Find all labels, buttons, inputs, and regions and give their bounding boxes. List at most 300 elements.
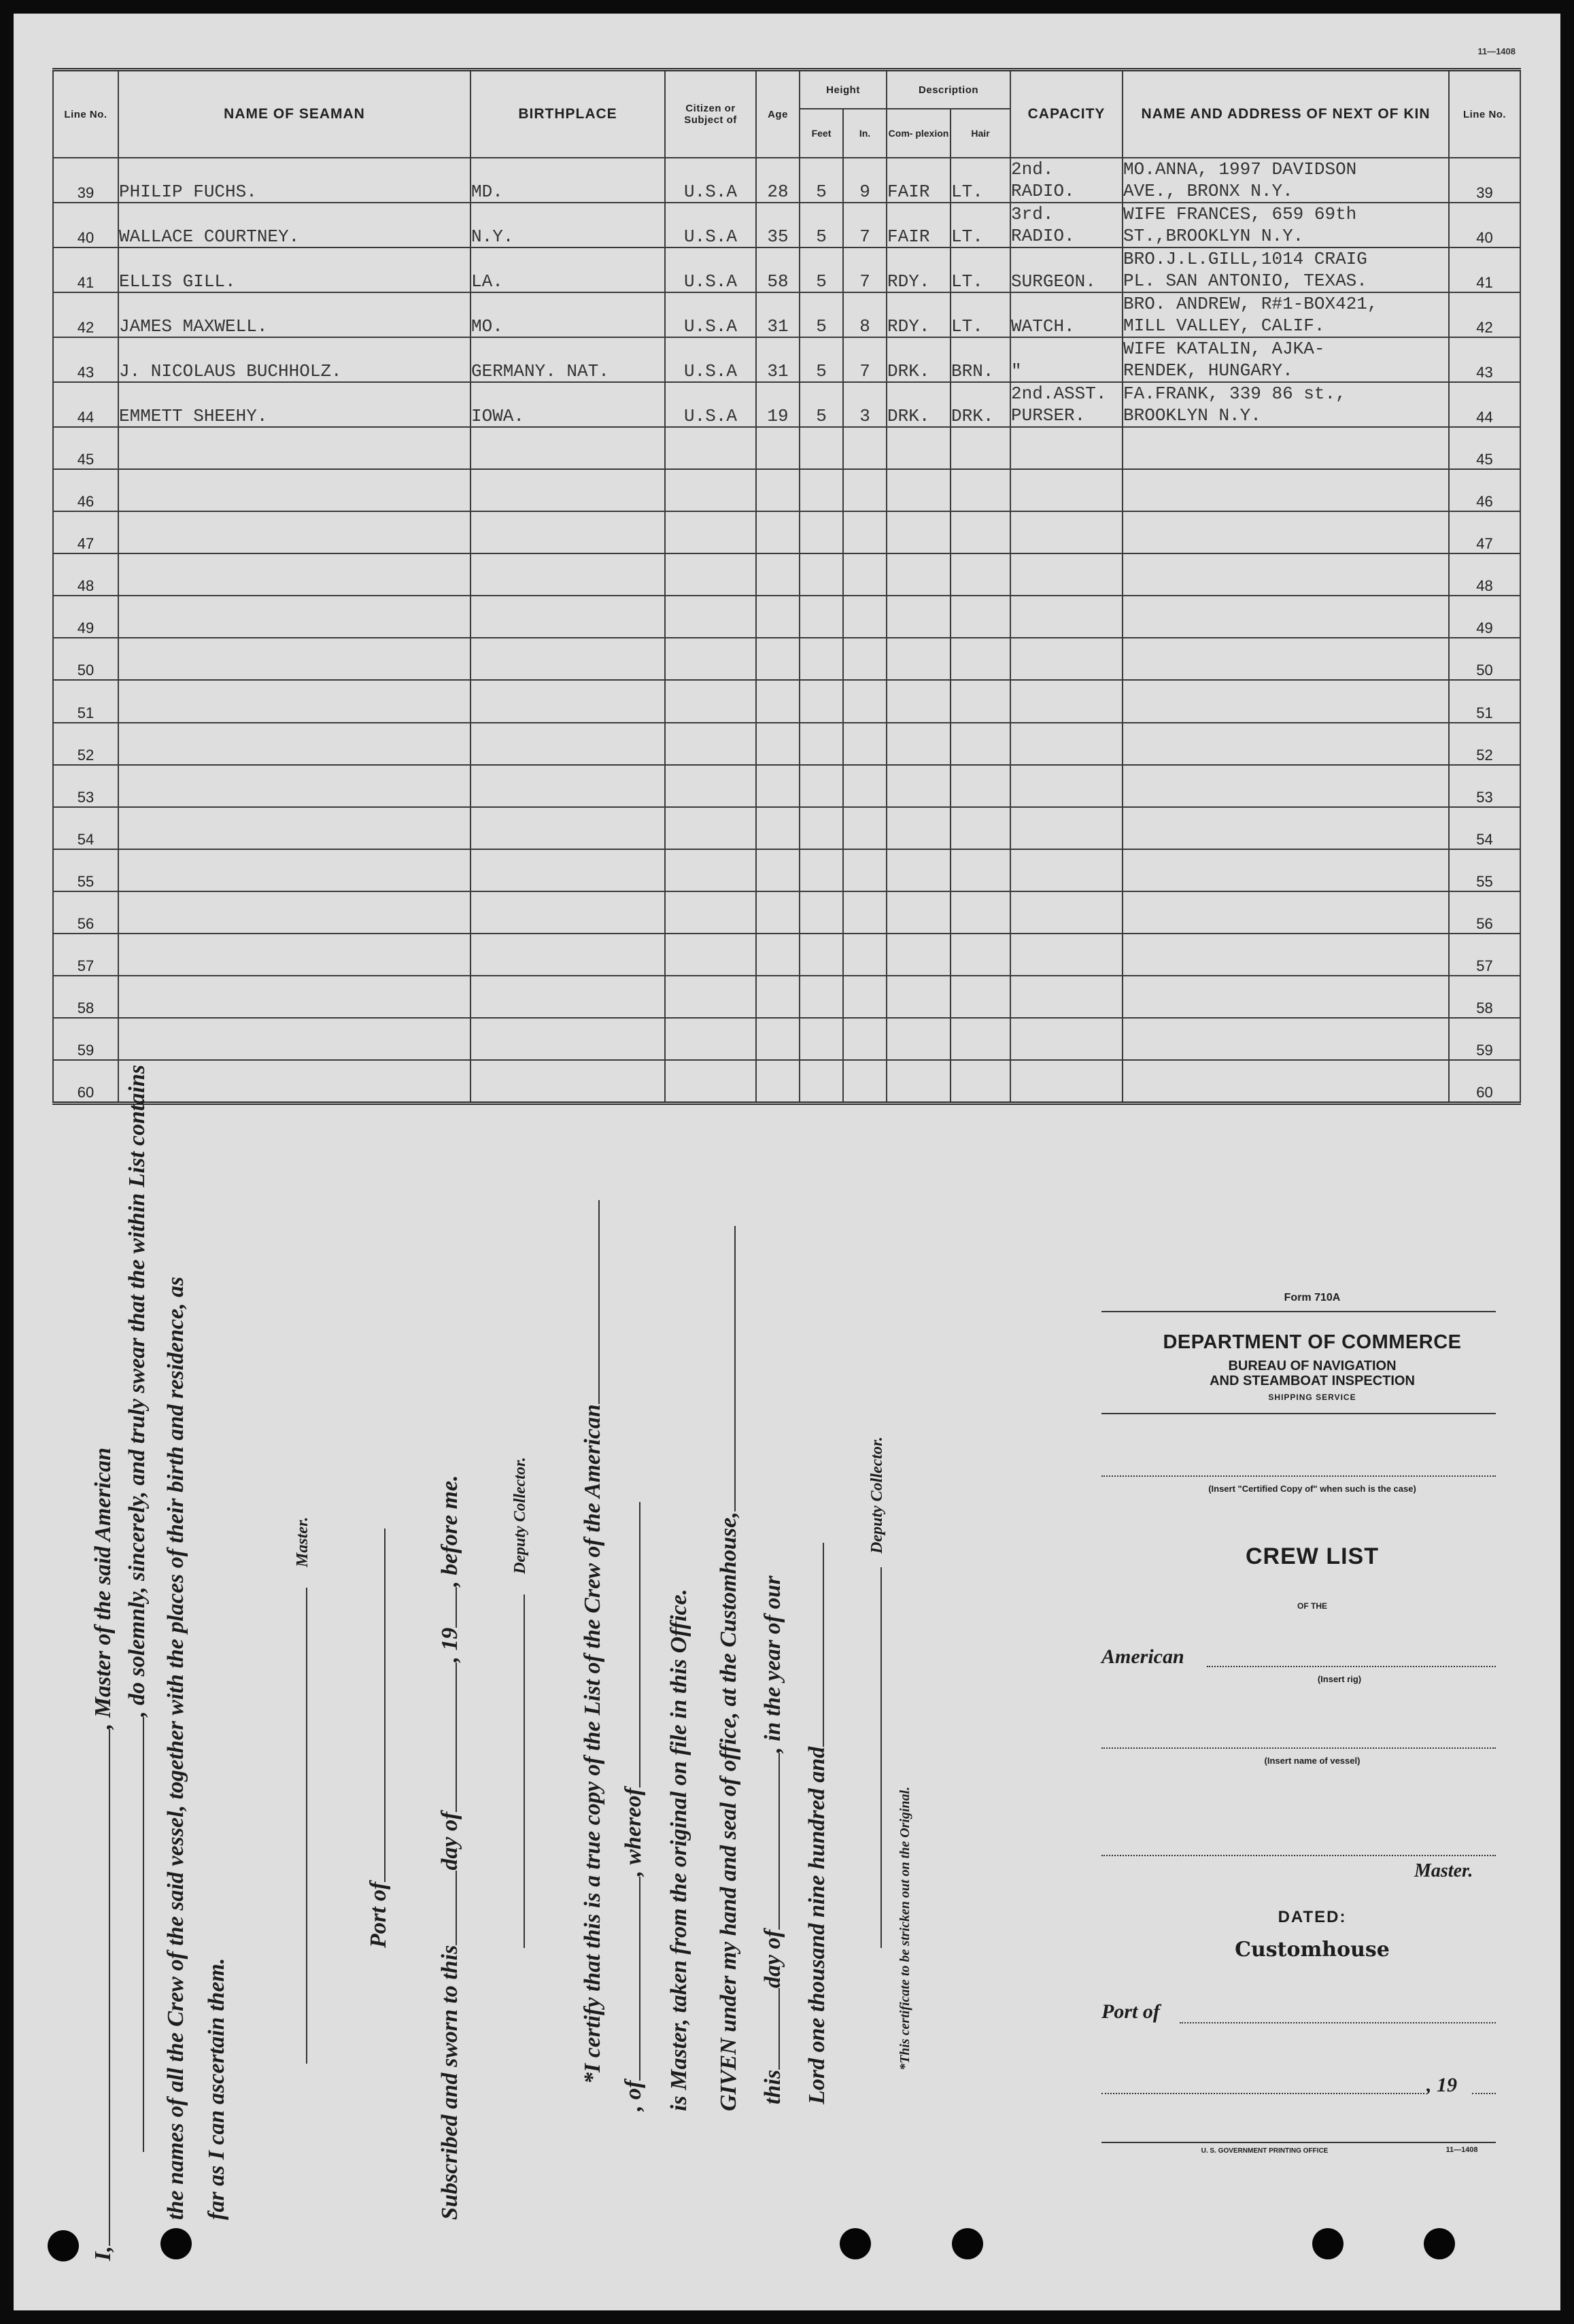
certify-text: *I certify that this is a true copy of the List of the Crew of the American xyxy=(580,1404,605,2084)
row-next-of-kin: WIFE KATALIN, AJKA- RENDEK, HUNGARY. xyxy=(1123,337,1449,382)
dated-label: DATED: xyxy=(1278,1908,1347,1926)
empty-cell[interactable] xyxy=(800,934,843,976)
row-inches: 7 xyxy=(843,203,887,247)
empty-cell[interactable] xyxy=(800,511,843,553)
empty-cell[interactable] xyxy=(665,511,756,553)
row-capacity: 3rd. RADIO. xyxy=(1010,203,1123,247)
empty-cell[interactable] xyxy=(756,511,800,553)
empty-cell[interactable] xyxy=(118,427,471,469)
insert-certified-caption: (Insert "Certified Copy of" when such is the case) xyxy=(1208,1484,1416,1494)
deputy-collector-line-1 xyxy=(503,1457,531,1948)
empty-cell[interactable] xyxy=(756,638,800,680)
empty-cell[interactable] xyxy=(1010,469,1123,511)
row-line-no: 49 xyxy=(53,596,118,638)
empty-cell[interactable] xyxy=(471,765,665,807)
empty-cell[interactable] xyxy=(118,596,471,638)
empty-cell[interactable] xyxy=(843,553,887,596)
empty-cell[interactable] xyxy=(843,849,887,891)
empty-cell[interactable] xyxy=(118,1018,471,1060)
insert-rig-caption: (Insert rig) xyxy=(1317,1674,1362,1684)
blank-port[interactable] xyxy=(364,1528,386,1882)
empty-cell[interactable] xyxy=(951,638,1010,680)
oath-line-2 xyxy=(122,1065,150,2152)
row-line-no-right: 56 xyxy=(1449,891,1520,934)
empty-cell[interactable] xyxy=(665,765,756,807)
empty-cell[interactable] xyxy=(1123,553,1449,596)
empty-cell[interactable] xyxy=(887,723,951,765)
empty-cell[interactable] xyxy=(471,427,665,469)
empty-cell[interactable] xyxy=(1123,680,1449,722)
empty-cell[interactable] xyxy=(843,765,887,807)
header-next-of-kin: NAME AND ADDRESS OF NEXT OF KIN xyxy=(1123,70,1449,158)
year-label-panel: , 19 xyxy=(1426,2074,1457,2096)
row-capacity: 2nd. RADIO. xyxy=(1010,158,1123,203)
empty-cell[interactable] xyxy=(471,849,665,891)
row-line-no: 59 xyxy=(53,1018,118,1060)
row-line-no-right: 52 xyxy=(1449,723,1520,765)
bureau-line-1: BUREAU OF NAVIGATION xyxy=(1228,1358,1397,1373)
blank-deputy-signature-2[interactable] xyxy=(860,1567,882,1948)
blank-customhouse[interactable] xyxy=(714,1226,736,1511)
department-title: DEPARTMENT OF COMMERCE xyxy=(1163,1331,1462,1353)
empty-cell[interactable] xyxy=(1010,1060,1123,1104)
empty-cell[interactable] xyxy=(887,511,951,553)
empty-cell[interactable] xyxy=(887,765,951,807)
empty-cell[interactable] xyxy=(843,469,887,511)
empty-cell[interactable] xyxy=(887,976,951,1018)
empty-cell[interactable] xyxy=(1010,976,1123,1018)
empty-cell[interactable] xyxy=(665,849,756,891)
empty-cell[interactable] xyxy=(665,596,756,638)
empty-cell[interactable] xyxy=(756,849,800,891)
row-age: 28 xyxy=(756,158,800,203)
row-next-of-kin: MO.ANNA, 1997 DAVIDSON AVE., BRONX N.Y. xyxy=(1123,158,1449,203)
empty-cell[interactable] xyxy=(800,1060,843,1104)
empty-cell[interactable] xyxy=(1123,934,1449,976)
empty-cell[interactable] xyxy=(1123,1060,1449,1104)
empty-cell[interactable] xyxy=(665,469,756,511)
empty-cell[interactable] xyxy=(1123,723,1449,765)
empty-cell[interactable] xyxy=(800,849,843,891)
empty-cell[interactable] xyxy=(843,807,887,849)
empty-cell[interactable] xyxy=(471,807,665,849)
vessel-name-line[interactable] xyxy=(1101,1747,1496,1749)
row-line-no: 60 xyxy=(53,1060,118,1104)
empty-cell[interactable] xyxy=(471,680,665,722)
empty-cell[interactable] xyxy=(756,1060,800,1104)
row-line-no-right: 49 xyxy=(1449,596,1520,638)
row-citizen: U.S.A xyxy=(665,292,756,337)
empty-cell[interactable] xyxy=(951,891,1010,934)
empty-cell[interactable] xyxy=(756,427,800,469)
blank-vessel[interactable] xyxy=(578,1200,600,1404)
blank-given-day[interactable] xyxy=(758,1988,780,2070)
crew-list-sheet xyxy=(14,14,1560,2310)
empty-cell[interactable] xyxy=(843,427,887,469)
empty-cell[interactable] xyxy=(1010,596,1123,638)
port-of-line xyxy=(364,1528,392,1948)
port-line-panel[interactable] xyxy=(1180,2022,1496,2023)
customhouse-label: Customhouse xyxy=(1235,1938,1390,1962)
given-this: this xyxy=(760,2069,785,2104)
empty-cell[interactable] xyxy=(1010,849,1123,891)
empty-cell[interactable] xyxy=(665,723,756,765)
empty-cell[interactable] xyxy=(665,1018,756,1060)
empty-cell[interactable] xyxy=(887,934,951,976)
empty-cell[interactable] xyxy=(800,469,843,511)
oath-swear-text: , do solemnly, sincerely, and truly swear that the within List contains xyxy=(124,1064,150,1717)
empty-cell[interactable] xyxy=(1010,680,1123,722)
empty-cell[interactable] xyxy=(887,807,951,849)
row-line-no: 50 xyxy=(53,638,118,680)
empty-cell[interactable] xyxy=(471,934,665,976)
empty-cell[interactable] xyxy=(800,1018,843,1060)
empty-cell[interactable] xyxy=(665,427,756,469)
row-citizen: U.S.A xyxy=(665,247,756,292)
empty-cell[interactable] xyxy=(887,849,951,891)
empty-cell[interactable] xyxy=(951,427,1010,469)
empty-cell[interactable] xyxy=(951,596,1010,638)
empty-cell[interactable] xyxy=(843,1060,887,1104)
empty-cell[interactable] xyxy=(951,807,1010,849)
empty-cell[interactable] xyxy=(118,553,471,596)
empty-cell[interactable] xyxy=(756,765,800,807)
empty-cell[interactable] xyxy=(118,723,471,765)
row-feet: 5 xyxy=(800,382,843,427)
header-name-of-seaman: NAME OF SEAMAN xyxy=(118,70,471,158)
empty-cell[interactable] xyxy=(951,723,1010,765)
row-inches: 8 xyxy=(843,292,887,337)
empty-cell[interactable] xyxy=(1010,1018,1123,1060)
table-row xyxy=(53,976,1520,1018)
blank-whereof[interactable] xyxy=(619,1502,640,1788)
empty-cell[interactable] xyxy=(800,976,843,1018)
empty-cell[interactable] xyxy=(951,934,1010,976)
port-of-label: Port of xyxy=(366,1881,391,1948)
table-row xyxy=(53,1060,1520,1104)
row-complexion: DRK. xyxy=(887,337,951,382)
row-line-no: 56 xyxy=(53,891,118,934)
row-line-no-right: 43 xyxy=(1449,337,1520,382)
table-row xyxy=(53,807,1520,849)
empty-cell[interactable] xyxy=(471,596,665,638)
certificate-footnote: *This certificate to be stricken out on the Original. xyxy=(897,1786,912,2070)
row-next-of-kin: WIFE FRANCES, 659 69th ST.,BROOKLYN N.Y. xyxy=(1123,203,1449,247)
row-line-no-right: 60 xyxy=(1449,1060,1520,1104)
empty-cell[interactable] xyxy=(800,553,843,596)
empty-cell[interactable] xyxy=(118,934,471,976)
empty-cell[interactable] xyxy=(118,511,471,553)
table-row xyxy=(53,469,1520,511)
row-line-no-right: 47 xyxy=(1449,511,1520,553)
port-of-label-panel: Port of xyxy=(1101,2000,1160,2023)
empty-cell[interactable] xyxy=(951,976,1010,1018)
row-next-of-kin: BRO. ANDREW, R#1-BOX421, MILL VALLEY, CALIF. xyxy=(1123,292,1449,337)
empty-cell[interactable] xyxy=(1010,638,1123,680)
row-line-no: 54 xyxy=(53,807,118,849)
row-hair: LT. xyxy=(951,203,1010,247)
header-height: Height xyxy=(800,70,887,109)
empty-cell[interactable] xyxy=(1123,427,1449,469)
row-line-no: 39 xyxy=(53,158,118,203)
empty-cell[interactable] xyxy=(118,849,471,891)
row-line-no-right: 59 xyxy=(1449,1018,1520,1060)
empty-cell[interactable] xyxy=(1010,807,1123,849)
row-line-no-right: 57 xyxy=(1449,934,1520,976)
blank-master-signature[interactable] xyxy=(286,1588,307,2064)
empty-cell[interactable] xyxy=(800,807,843,849)
empty-cell[interactable] xyxy=(665,807,756,849)
row-capacity: WATCH. xyxy=(1010,292,1123,337)
empty-cell[interactable] xyxy=(118,807,471,849)
row-age: 19 xyxy=(756,382,800,427)
row-citizen: U.S.A xyxy=(665,203,756,247)
row-complexion: RDY. xyxy=(887,292,951,337)
punch-hole xyxy=(840,2228,871,2259)
empty-cell[interactable] xyxy=(471,1018,665,1060)
empty-cell[interactable] xyxy=(118,765,471,807)
empty-cell[interactable] xyxy=(951,1060,1010,1104)
row-citizen: U.S.A xyxy=(665,337,756,382)
empty-cell[interactable] xyxy=(951,511,1010,553)
header-description: Description xyxy=(887,70,1010,109)
crew-table-body xyxy=(53,158,1520,1104)
empty-cell[interactable] xyxy=(887,596,951,638)
table-row xyxy=(53,511,1520,553)
empty-cell[interactable] xyxy=(665,976,756,1018)
empty-cell[interactable] xyxy=(756,553,800,596)
punch-hole xyxy=(1312,2228,1344,2259)
empty-cell[interactable] xyxy=(1010,934,1123,976)
blank-oath-name[interactable] xyxy=(122,1717,144,2152)
year-line-panel[interactable] xyxy=(1472,2093,1496,2094)
empty-cell[interactable] xyxy=(1010,723,1123,765)
empty-cell[interactable] xyxy=(665,553,756,596)
blank-year[interactable] xyxy=(435,1587,457,1628)
empty-cell[interactable] xyxy=(951,680,1010,722)
empty-cell[interactable] xyxy=(1123,976,1449,1018)
header-inches: In. xyxy=(843,109,887,158)
row-line-no: 47 xyxy=(53,511,118,553)
empty-cell[interactable] xyxy=(118,891,471,934)
empty-cell[interactable] xyxy=(951,1018,1010,1060)
empty-cell[interactable] xyxy=(1010,511,1123,553)
empty-cell[interactable] xyxy=(471,891,665,934)
row-line-no-right: 46 xyxy=(1449,469,1520,511)
row-next-of-kin: FA.FRANK, 339 86 st., BROOKLYN N.Y. xyxy=(1123,382,1449,427)
header-feet: Feet xyxy=(800,109,843,158)
empty-cell[interactable] xyxy=(1123,511,1449,553)
row-birthplace: GERMANY. NAT. xyxy=(471,337,665,382)
oath-line-1 xyxy=(88,1448,116,2261)
row-complexion: DRK. xyxy=(887,382,951,427)
blank-master-name[interactable] xyxy=(88,1729,110,2246)
empty-cell[interactable] xyxy=(887,427,951,469)
row-line-no-right: 45 xyxy=(1449,427,1520,469)
table-row xyxy=(53,203,1520,247)
rig-line[interactable] xyxy=(1207,1666,1496,1667)
row-age: 31 xyxy=(756,337,800,382)
certified-copy-line[interactable] xyxy=(1101,1475,1496,1477)
row-line-no-right: 53 xyxy=(1449,765,1520,807)
oath-line-3: the names of all the Crew of the said vessel, together with the places of their birth and residence, as xyxy=(163,1276,188,2220)
empty-cell[interactable] xyxy=(1123,1018,1449,1060)
empty-cell[interactable] xyxy=(951,849,1010,891)
row-seaman-name: EMMETT SHEEHY. xyxy=(118,382,471,427)
table-row xyxy=(53,553,1520,596)
row-line-no-right: 39 xyxy=(1449,158,1520,203)
empty-cell[interactable] xyxy=(471,1060,665,1104)
row-age: 31 xyxy=(756,292,800,337)
blank-deputy-signature-1[interactable] xyxy=(503,1594,525,1948)
empty-cell[interactable] xyxy=(118,1060,471,1104)
master-signature-line xyxy=(286,1517,313,2064)
empty-cell[interactable] xyxy=(471,723,665,765)
row-birthplace: IOWA. xyxy=(471,382,665,427)
row-hair: DRK. xyxy=(951,382,1010,427)
empty-cell[interactable] xyxy=(471,553,665,596)
table-row xyxy=(53,1018,1520,1060)
oath-line-4: far as I can ascertain them. xyxy=(204,1958,229,2220)
form-panel xyxy=(1101,1292,1523,2162)
row-hair: LT. xyxy=(951,158,1010,203)
empty-cell[interactable] xyxy=(471,469,665,511)
empty-cell[interactable] xyxy=(800,427,843,469)
deputy-collector-label-1: Deputy Collector. xyxy=(511,1457,529,1574)
empty-cell[interactable] xyxy=(887,1018,951,1060)
empty-cell[interactable] xyxy=(756,680,800,722)
shipping-service: SHIPPING SERVICE xyxy=(1268,1392,1356,1402)
empty-cell[interactable] xyxy=(1123,807,1449,849)
date-line-panel[interactable] xyxy=(1101,2093,1424,2094)
row-inches: 9 xyxy=(843,158,887,203)
empty-cell[interactable] xyxy=(118,638,471,680)
empty-cell[interactable] xyxy=(756,1018,800,1060)
blank-given-month[interactable] xyxy=(758,1753,780,1930)
empty-cell[interactable] xyxy=(843,511,887,553)
empty-cell[interactable] xyxy=(756,469,800,511)
empty-cell[interactable] xyxy=(1010,553,1123,596)
empty-cell[interactable] xyxy=(800,723,843,765)
empty-cell[interactable] xyxy=(1010,891,1123,934)
empty-cell[interactable] xyxy=(665,891,756,934)
row-seaman-name: ELLIS GILL. xyxy=(118,247,471,292)
empty-cell[interactable] xyxy=(756,723,800,765)
empty-cell[interactable] xyxy=(1010,765,1123,807)
empty-cell[interactable] xyxy=(843,638,887,680)
blank-day[interactable] xyxy=(435,1870,457,1945)
empty-cell[interactable] xyxy=(843,723,887,765)
empty-cell[interactable] xyxy=(665,1060,756,1104)
empty-cell[interactable] xyxy=(665,638,756,680)
empty-cell[interactable] xyxy=(887,1060,951,1104)
empty-cell[interactable] xyxy=(1123,596,1449,638)
row-citizen: U.S.A xyxy=(665,158,756,203)
empty-cell[interactable] xyxy=(843,976,887,1018)
empty-cell[interactable] xyxy=(118,976,471,1018)
empty-cell[interactable] xyxy=(843,891,887,934)
table-row xyxy=(53,158,1520,203)
empty-cell[interactable] xyxy=(843,680,887,722)
row-complexion: FAIR xyxy=(887,203,951,247)
empty-cell[interactable] xyxy=(800,680,843,722)
empty-cell[interactable] xyxy=(471,976,665,1018)
empty-cell[interactable] xyxy=(756,807,800,849)
row-line-no: 45 xyxy=(53,427,118,469)
empty-cell[interactable] xyxy=(1123,469,1449,511)
blank-year-words[interactable] xyxy=(802,1543,824,1747)
row-hair: LT. xyxy=(951,247,1010,292)
row-line-no: 55 xyxy=(53,849,118,891)
empty-cell[interactable] xyxy=(887,680,951,722)
row-complexion: FAIR xyxy=(887,158,951,203)
empty-cell[interactable] xyxy=(951,553,1010,596)
empty-cell[interactable] xyxy=(800,596,843,638)
empty-cell[interactable] xyxy=(1010,427,1123,469)
row-seaman-name: PHILIP FUCHS. xyxy=(118,158,471,203)
row-feet: 5 xyxy=(800,247,843,292)
row-hair: BRN. xyxy=(951,337,1010,382)
empty-cell[interactable] xyxy=(843,934,887,976)
empty-cell[interactable] xyxy=(118,680,471,722)
empty-cell[interactable] xyxy=(887,638,951,680)
certify-whereof: , whereof xyxy=(621,1788,646,1877)
row-line-no: 52 xyxy=(53,723,118,765)
row-line-no-right: 54 xyxy=(1449,807,1520,849)
empty-cell[interactable] xyxy=(665,934,756,976)
american-label: American xyxy=(1101,1645,1184,1668)
empty-cell[interactable] xyxy=(951,765,1010,807)
empty-cell[interactable] xyxy=(756,596,800,638)
empty-cell[interactable] xyxy=(1123,849,1449,891)
empty-cell[interactable] xyxy=(665,680,756,722)
empty-cell[interactable] xyxy=(887,469,951,511)
subscribed-day-of: day of xyxy=(437,1811,462,1870)
row-inches: 7 xyxy=(843,337,887,382)
empty-cell[interactable] xyxy=(1123,891,1449,934)
row-line-no: 48 xyxy=(53,553,118,596)
empty-cell[interactable] xyxy=(887,553,951,596)
row-line-no: 43 xyxy=(53,337,118,382)
empty-cell[interactable] xyxy=(756,891,800,934)
empty-cell[interactable] xyxy=(800,765,843,807)
empty-cell[interactable] xyxy=(951,469,1010,511)
master-line[interactable] xyxy=(1101,1855,1496,1856)
empty-cell[interactable] xyxy=(887,891,951,934)
table-row xyxy=(53,292,1520,337)
empty-cell[interactable] xyxy=(1123,638,1449,680)
empty-cell[interactable] xyxy=(843,1018,887,1060)
empty-cell[interactable] xyxy=(471,638,665,680)
empty-cell[interactable] xyxy=(843,596,887,638)
row-next-of-kin: BRO.J.L.GILL,1014 CRAIG PL. SAN ANTONIO, TEXAS. xyxy=(1123,247,1449,292)
given-text: GIVEN under my hand and seal of office, at the Customhouse, xyxy=(716,1511,741,2111)
blank-of[interactable] xyxy=(619,1877,640,2081)
row-feet: 5 xyxy=(800,292,843,337)
blank-month[interactable] xyxy=(435,1662,457,1812)
table-row xyxy=(53,382,1520,427)
empty-cell[interactable] xyxy=(118,469,471,511)
given-day-of: day of xyxy=(760,1930,785,1988)
empty-cell[interactable] xyxy=(756,976,800,1018)
empty-cell[interactable] xyxy=(800,891,843,934)
empty-cell[interactable] xyxy=(471,511,665,553)
empty-cell[interactable] xyxy=(1123,765,1449,807)
empty-cell[interactable] xyxy=(800,638,843,680)
empty-cell[interactable] xyxy=(756,934,800,976)
row-seaman-name: J. NICOLAUS BUCHHOLZ. xyxy=(118,337,471,382)
table-row xyxy=(53,680,1520,722)
